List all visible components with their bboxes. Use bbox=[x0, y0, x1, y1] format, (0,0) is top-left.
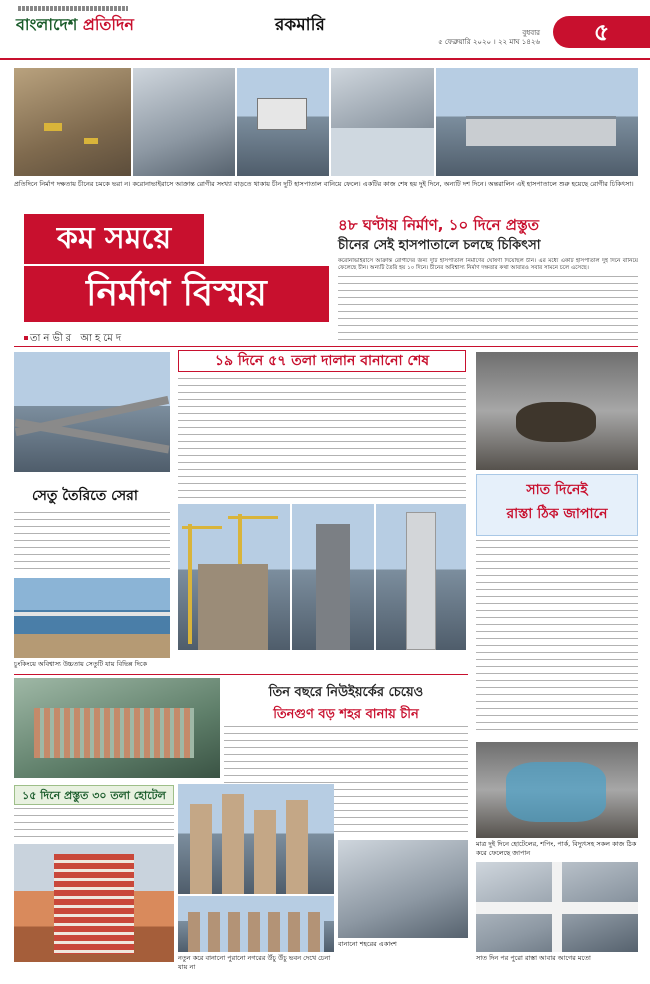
top-caption: প্রতিদিনে নির্মাণ দক্ষতায় চীনের চমকে ভরা ন। করোনাভাইরাসে আক্রান্ত রোগীর সংখ্যা বাড়তে থাকায় চীন দুটি হাসপাতাল বানিয়ে ফেলে। একটির কাজ শেষ হয় দুই দিনে, অন্যটি দশ দিনে। অন্তরালিন এই হাসপাতালে শুরু হয়েছে রোগীর চিকিৎসা। bbox=[14, 180, 634, 188]
japan-headline-line2: রাস্তা ঠিক জাপানে bbox=[506, 506, 608, 522]
story48-body: করোনাভাইরাসে আক্রান্ত রোগীদের জন্য দুটি হাসপাতাল নির্মাণের ঘোষণা দিয়েছিল চীন। এর মধ্যে একটি হাসপাতাল দুই দিনে বানিয়ে ফেলেছে চীন। অন্যটি তৈরি হয় ১০ দিনে। চীনের অবিশ্বাস্য নির্মাণ দক্ষতার কথা আবারও সবার সামনে চলে এসেছে। bbox=[338, 258, 638, 272]
photo-hospital-complete bbox=[436, 68, 638, 176]
photo-city-skyline bbox=[178, 896, 334, 952]
photo-hospital-site-2 bbox=[133, 68, 235, 176]
logo-part2: প্রতিদিন bbox=[82, 15, 134, 34]
photo-city-street bbox=[338, 840, 468, 938]
bridge-headline: সেতু তৈরিতে সেরা bbox=[26, 482, 146, 510]
story19-headline: ১৯ দিনে ৫৭ তলা দালান বানানো শেষ bbox=[178, 350, 466, 372]
photo-city-towers bbox=[178, 784, 334, 894]
photo-hospital-site-1 bbox=[14, 68, 131, 176]
story48-body-text bbox=[338, 276, 638, 346]
japan-caption2: সাত দিন পর পুরো রাস্তা আবার আগের মতো bbox=[476, 954, 591, 962]
logo-part1: বাংলাদেশ bbox=[16, 15, 78, 34]
byline: তানভীর আহমেদ bbox=[30, 333, 125, 344]
japan-caption1: মাত্র দুই দিনে হোটেলের, শপিং, পার্ক, বিদ্যুৎসহ সকল কাজ ঠিক করে ফেলেছে জাপান bbox=[476, 840, 637, 857]
photo-new-city-aerial bbox=[14, 678, 220, 778]
section-divider bbox=[14, 346, 638, 347]
byline-marker bbox=[24, 336, 28, 340]
newyork-caption-right: বানানো শহরের একাংশ bbox=[338, 940, 397, 948]
story48-headline: ৪৮ ঘণ্টায় নির্মাণ, ১০ দিনে প্রস্তুত bbox=[338, 216, 540, 234]
photo-bridge-interchange bbox=[14, 352, 170, 472]
japan-headline-line1: সাত দিনেই bbox=[526, 482, 588, 498]
newyork-headline-line2: তিনগুণ বড় শহর বানায় চীন bbox=[273, 707, 419, 722]
photo-sea-bridge bbox=[14, 578, 170, 658]
story19-body-text bbox=[178, 378, 466, 500]
page-number: ৫ bbox=[553, 16, 650, 48]
photo-hotel-building bbox=[14, 844, 174, 962]
newspaper-logo[interactable] bbox=[16, 12, 134, 39]
photo-tower-cranes bbox=[178, 504, 290, 650]
section-divider bbox=[14, 674, 468, 675]
photo-tower-construction bbox=[292, 504, 374, 650]
banner-line1: কম সময়ে bbox=[24, 214, 204, 264]
photo-sinkhole-repair bbox=[476, 742, 638, 838]
logo-tagline-strip bbox=[18, 6, 128, 11]
section-title: রকমারি bbox=[275, 15, 325, 35]
photo-prefab-cabin bbox=[237, 68, 329, 176]
hotel-body-text bbox=[14, 808, 174, 840]
photo-sinkhole-road bbox=[476, 352, 638, 470]
japan-body-text bbox=[476, 540, 638, 736]
dayname: বুধবার bbox=[522, 29, 540, 37]
banner-line2: নির্মাণ বিস্ময় bbox=[24, 266, 329, 322]
newyork-caption-left: নতুন করে বানানো পুরানো নগরের উঁচু উঁচু ভবন দেখে চেনা যায় না bbox=[178, 954, 331, 971]
bridge-caption: চুংকিংয়ে অবিশ্বাস্য উচ্চতায় সেতুটি যায় বিভিন্ন দিকে bbox=[14, 660, 148, 668]
photo-hospital-interior bbox=[331, 68, 434, 176]
hotel-headline: ১৫ দিনে প্রস্তুত ৩০ তলা হোটেল bbox=[14, 785, 174, 805]
photo-repaired-road bbox=[476, 862, 638, 952]
dateline: ৫ ফেব্রুয়ারি ২০২০ । ২২ মাঘ ১৪২৬ bbox=[438, 38, 540, 46]
photo-completed-tower bbox=[376, 504, 466, 650]
newyork-headline-line1: তিন বছরে নিউইয়র্কের চেয়েও bbox=[268, 685, 424, 700]
story48-subhead: চীনের সেই হাসপাতালে চলছে চিকিৎসা bbox=[338, 238, 541, 253]
bridge-body-text bbox=[14, 512, 170, 574]
